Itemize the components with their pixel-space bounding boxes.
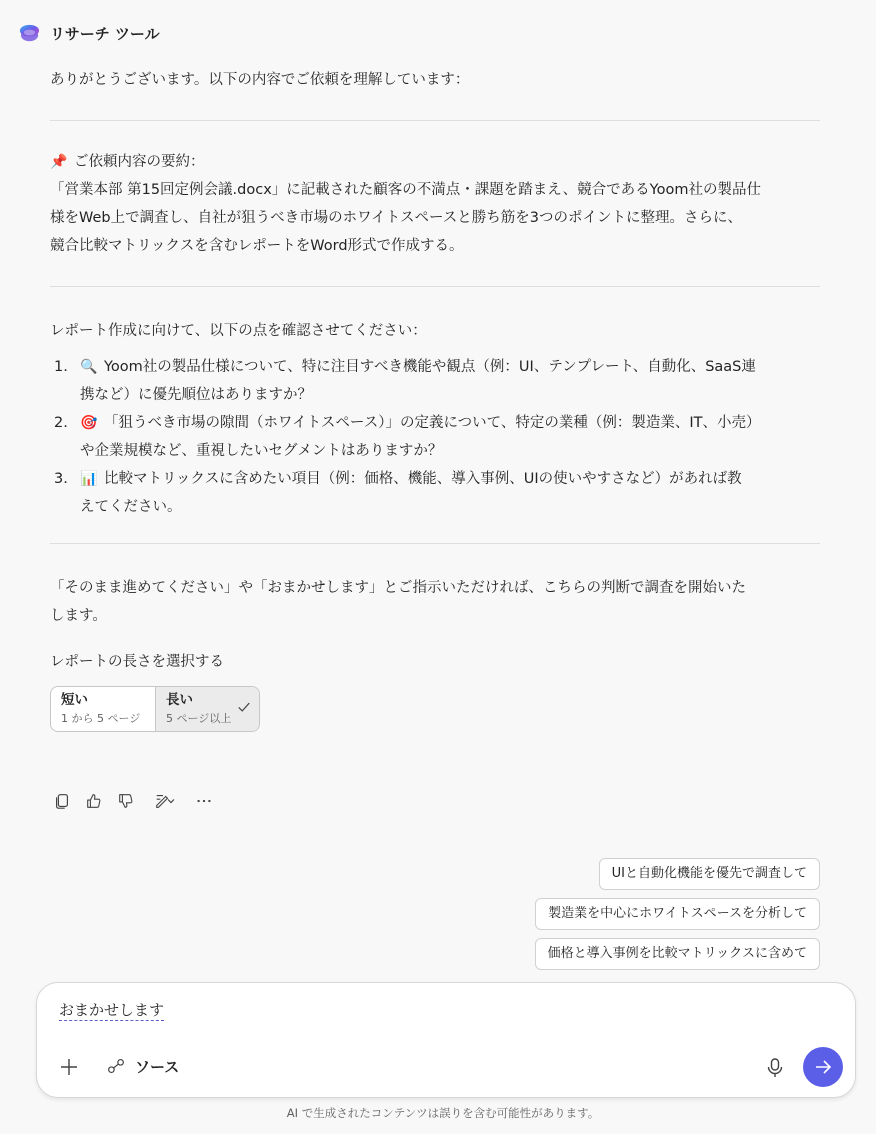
length-label: レポートの長さを選択する: [50, 654, 224, 670]
more-options-button[interactable]: [194, 790, 214, 812]
magnifier-icon: 🔍: [80, 359, 98, 375]
checkmark-icon: [237, 700, 251, 714]
copy-button[interactable]: [52, 790, 72, 812]
list-item: 2. 🎯 「狙うべき市場の隙間（ホワイトスペース）」の定義について、特定の業種（例：製造業、IT、小売） や企業規模など、重視したいセグメントはありますか？: [50, 409, 820, 465]
edit-button[interactable]: [148, 790, 182, 812]
target-icon: 🎯: [80, 415, 98, 431]
closing-text: 「そのまま進めてください」や「おまかせします」とご指示いただければ、こちらの判断で調査を開始いた します。: [50, 580, 746, 624]
thumbs-up-icon: [85, 792, 103, 810]
intro-text: ありがとうございます。以下の内容でご依頼を理解しています：: [50, 72, 470, 88]
microphone-icon[interactable]: [765, 1057, 785, 1079]
divider: [50, 120, 820, 121]
source-icon: [105, 1055, 127, 1077]
divider: [50, 286, 820, 287]
message-actions: [52, 790, 214, 812]
length-option-short[interactable]: 短い 1 から 5 ページ: [61, 692, 141, 725]
thumbs-down-icon: [117, 792, 135, 810]
plus-icon[interactable]: [57, 1055, 81, 1079]
more-icon: [195, 792, 213, 810]
app-title: リサーチ ツール: [50, 25, 160, 43]
suggestion-chip[interactable]: 価格と導入事例を比較マトリックスに含めて: [535, 938, 820, 970]
summary-line: 様をWeb上で調査し、自社が狙うべき市場のホワイトスペースと勝ち筋を3つのポイントに整理。さらに、: [50, 210, 743, 226]
question-list: [50, 353, 820, 521]
arrow-right-icon: [813, 1057, 833, 1077]
composer-input[interactable]: おまかせします: [59, 1001, 165, 1019]
chevron-down-icon: [166, 796, 176, 806]
thumbs-down-button[interactable]: [116, 790, 136, 812]
source-button[interactable]: [105, 1055, 179, 1077]
source-label: ソース: [135, 1057, 180, 1076]
suggestion-chip[interactable]: 製造業を中心にホワイトスペースを分析して: [535, 898, 820, 930]
assistant-message: [50, 66, 820, 732]
list-item: 1. 🔍 Yoom社の製品仕様について、特に注目すべき機能や観点（例：UI、テンプレート、自動化、SaaS連 携など）に優先順位はありますか？: [50, 353, 820, 409]
composer[interactable]: [36, 982, 856, 1098]
length-option-long[interactable]: 長い 5 ページ以上: [155, 687, 259, 731]
copilot-logo-icon: [18, 22, 41, 45]
summary-heading: ご依頼内容の要約：: [74, 154, 205, 170]
disclaimer: AI で生成されたコンテンツは誤りを含む可能性があります。: [286, 1106, 600, 1120]
bar-chart-icon: 📊: [80, 471, 98, 487]
pushpin-icon: 📌: [50, 154, 68, 170]
confirm-heading: レポート作成に向けて、以下の点を確認させてください：: [50, 323, 427, 339]
suggestion-chip[interactable]: UIと自動化機能を優先で調査して: [599, 858, 820, 890]
list-item: 3. 📊 比較マトリックスに含めたい項目（例：価格、機能、導入事例、UIの使いやすさなど）があれば教 えてください。: [50, 465, 820, 521]
app-header: [18, 22, 160, 45]
copy-icon: [53, 792, 71, 810]
summary-line: 競合比較マトリックスを含むレポートをWord形式で作成する。: [50, 238, 464, 254]
suggestion-list: [535, 858, 820, 970]
summary-section: [50, 148, 820, 260]
summary-line: 「営業本部 第15回定例会議.docx」に記載された顧客の不満点・課題を踏まえ、競合であるYoom社の製品仕: [50, 182, 761, 198]
divider: [50, 543, 820, 544]
send-button[interactable]: [803, 1047, 843, 1087]
length-selector: [50, 686, 260, 732]
thumbs-up-button[interactable]: [84, 790, 104, 812]
